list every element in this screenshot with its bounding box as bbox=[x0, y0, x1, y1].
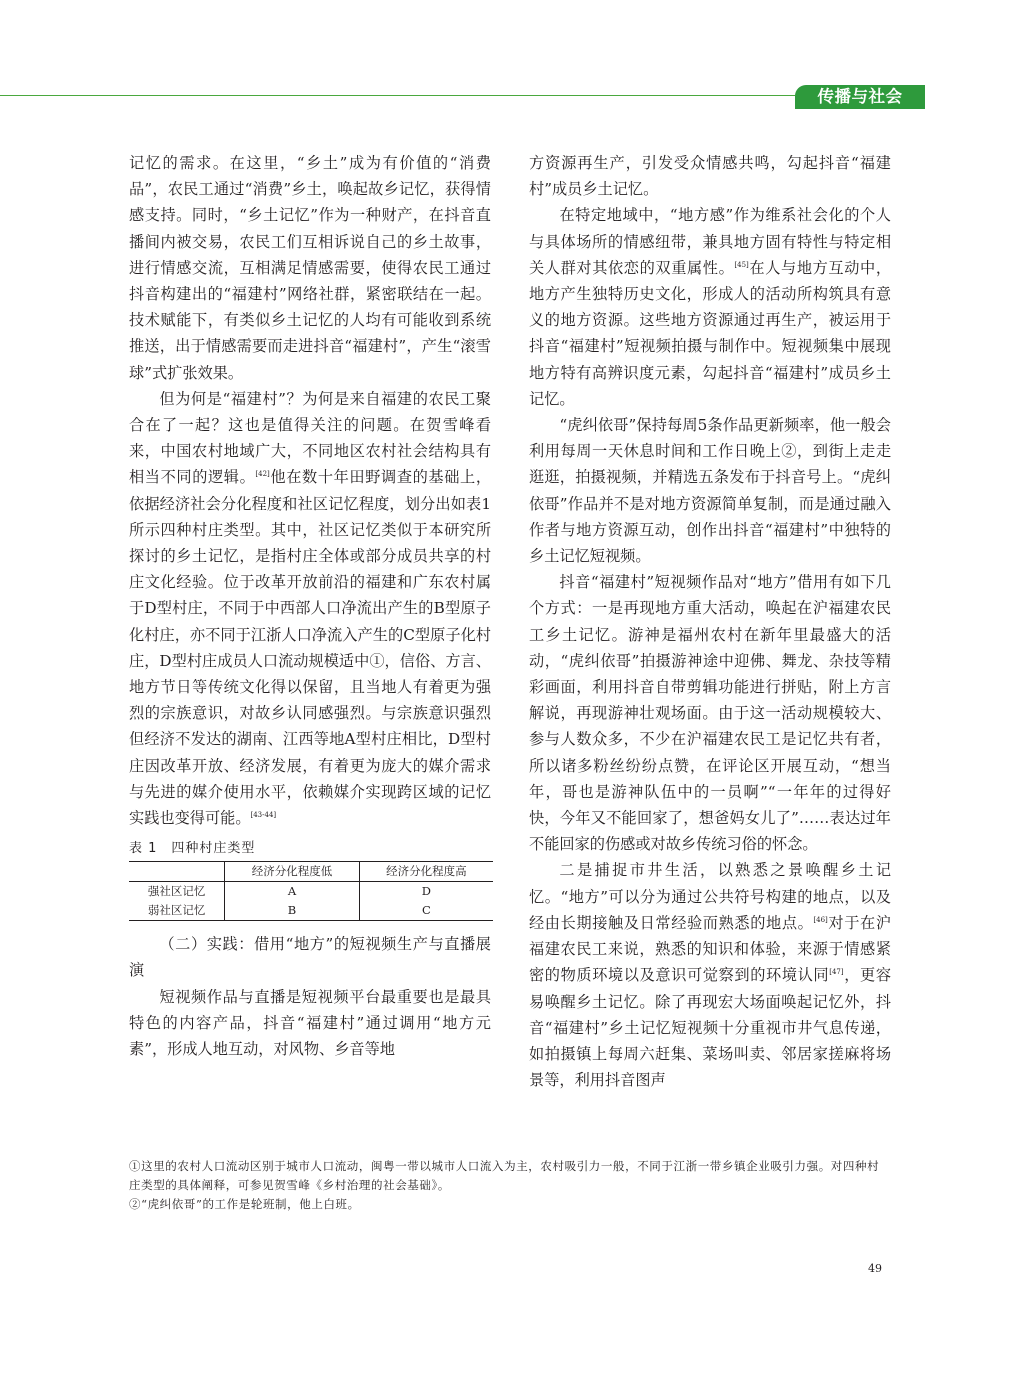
table-caption bbox=[129, 839, 491, 859]
citation: [43-44] bbox=[250, 811, 277, 820]
paragraph: 短视频作品与直播是短视频平台最重要也是最具特色的内容产品，抖音“福建村”通过调用“地方元素”，形成人地互动，对风物、乡音等地 bbox=[129, 987, 491, 1059]
citation: [45] bbox=[734, 260, 749, 269]
section-heading: （二）实践：借用“地方”的短视频生产与直播展演 bbox=[129, 935, 491, 980]
footnote: ①这里的农村人口流动区别于城市人口流动，闽粤一带以城市人口流入为主，农村吸引力一般，不同于江浙一带乡镇企业吸引力强。对四种村庄类型的具体阐释，可参见贺雪峰《乡村治理的社会基础》。 bbox=[129, 1159, 880, 1192]
footnote: ②“虎纠依哥”的工作是轮班制，他上白班。 bbox=[129, 1197, 360, 1211]
paragraph: 记忆的需求。在这里，“乡土”成为有价值的“消费品”，农民工通过“消费”乡土，唤起故乡记忆，获得情感支持。同时，“乡土记忆”作为一种财产，在抖音直播间内被交易，农民工们互相诉说自己的乡土故事，进行情感交流，互相满足情感需要，使得农民工通过抖音构建出的“福建村”网络社群，紧密联结在一起。技术赋能下，有类似乡土记忆的人均有可能收到系统推送，出于情感需要而走进抖音“福建村”，产生“滚雪球”式扩张效果。 bbox=[129, 154, 491, 382]
table-header-cell: 经济分化程度高 bbox=[386, 864, 467, 879]
table-label: 表 1 bbox=[129, 841, 158, 857]
table-cell: B bbox=[225, 901, 360, 921]
citation: [42] bbox=[255, 470, 270, 479]
paragraph: 抖音“福建村”短视频作品对“地方”借用有如下几个方式：一是再现地方重大活动，唤起在沪福建农民工乡土记忆。游神是福州农村在新年里最盛大的活动，“虎纠依哥”拍摄游神途中迎佛、舞龙、杂技等精彩画面，利用抖音自带剪辑功能进行拼贴，附上方言解说，再现游神壮观场面。由于这一活动规模较大、参与人数众多，不少在沪福建农民工是记忆共有者，所以诸多粉丝纷纷点赞，在评论区开展互动，“想当年，哥也是游神队伍中的一员啊”“一年年的过得好快，今年又不能回家了，想爸妈女儿了”……表达过年不能回家的伤感或对故乡传统习俗的怀念。 bbox=[529, 573, 891, 854]
citation: [46] bbox=[813, 915, 828, 924]
table-cell: A bbox=[225, 882, 360, 902]
left-column bbox=[129, 150, 491, 1062]
paragraph: 方资源再生产，引发受众情感共鸣，勾起抖音“福建村”成员乡土记忆。 bbox=[529, 154, 891, 199]
citation: [47] bbox=[829, 968, 844, 977]
section-badge: 传播与社会 bbox=[795, 85, 925, 109]
table-cell: 弱社区记忆 bbox=[147, 903, 206, 918]
paragraph: 二是捕捉市井生活，以熟悉之景唤醒乡土记忆。“地方”可以分为通过公共符号构建的地点，以及经由长期接触及日常经验而熟悉的地点。[46]对于在沪福建农民工来说，熟悉的知识和体验，来源于情感紧密的物质环境以及意识可觉察到的环境认同[47]，更容易唤醒乡土记忆。除了再现宏大场面唤起记忆外，抖音“福建村”乡土记忆短视频十分重视市井气息传递，如拍摄镇上每周六赶集、菜场叫卖、邻居家搓麻将场景等，利用抖音图声 bbox=[529, 861, 892, 1090]
village-type-table bbox=[129, 861, 493, 921]
table-title: 四种村庄类型 bbox=[171, 841, 256, 857]
paragraph: 但为何是“福建村”？为何是来自福建的农民工聚合在了一起？这也是值得关注的问题。在贺雪峰看来，中国农村地域广大，不同地区农村社会结构具有相当不同的逻辑。[42]他在数十年田野调查的基础上，依据经济社会分化程度和社区记忆程度，划分出如表1所示四种村庄类型。其中，社区记忆类似于本研究所探讨的乡土记忆，是指村庄全体或部分成员共享的村庄文化经验。位于改革开放前沿的福建和广东农村属于D型村庄，不同于中西部人口净流出产生的B型原子化村庄，亦不同于江浙人口净流入产生的C型原子化村庄，D型村庄成员人口流动规模适中①，信俗、方言、地方节日等传统文化得以保留，且当地人有着更为强烈的宗族意识，对故乡认同感强烈。与宗族意识强烈但经济不发达的湖南、江西等地A型村庄相比，D型村庄因改革开放、经济发展，有着更为庞大的媒介需求与先进的媒介使用水平，依赖媒介实现跨区域的记忆实践也变得可能。[43-44] bbox=[129, 389, 492, 828]
table-cell: D bbox=[421, 884, 431, 899]
footnotes bbox=[129, 1157, 889, 1214]
table-header-row bbox=[129, 862, 493, 882]
paragraph: “虎纠依哥”保持每周5条作品更新频率，他一般会利用每周一天休息时间和工作日晚上②，到街上走走逛逛，拍摄视频，并精选五条发布于抖音号上。“虎纠依哥”作品并不是对地方资源简单复制，而是通过融入作者与地方资源互动，创作出抖音“福建村”中独特的乡土记忆短视频。 bbox=[529, 416, 891, 566]
table-cell: 强社区记忆 bbox=[147, 884, 206, 899]
paragraph: 在特定地域中，“地方感”作为维系社会化的个人与具体场所的情感纽带，兼具地方固有特性与特定相关人群对其依恋的双重属性。[45]在人与地方互动中，地方产生独特历史文化，形成人的活动所构筑具有意义的地方资源。这些地方资源通过再生产，被运用于抖音“福建村”短视频拍摄与制作中。短视频集中展现地方特有高辨识度元素，勾起抖音“福建村”成员乡土记忆。 bbox=[529, 206, 892, 408]
header-rule bbox=[0, 95, 795, 96]
table-header-cell bbox=[129, 862, 225, 882]
table-cell: C bbox=[421, 903, 431, 918]
table-row bbox=[129, 882, 493, 902]
page-number: 49 bbox=[868, 1262, 882, 1275]
right-column bbox=[529, 150, 891, 1093]
table-header-cell: 经济分化程度低 bbox=[225, 862, 360, 882]
table-row bbox=[129, 901, 493, 921]
